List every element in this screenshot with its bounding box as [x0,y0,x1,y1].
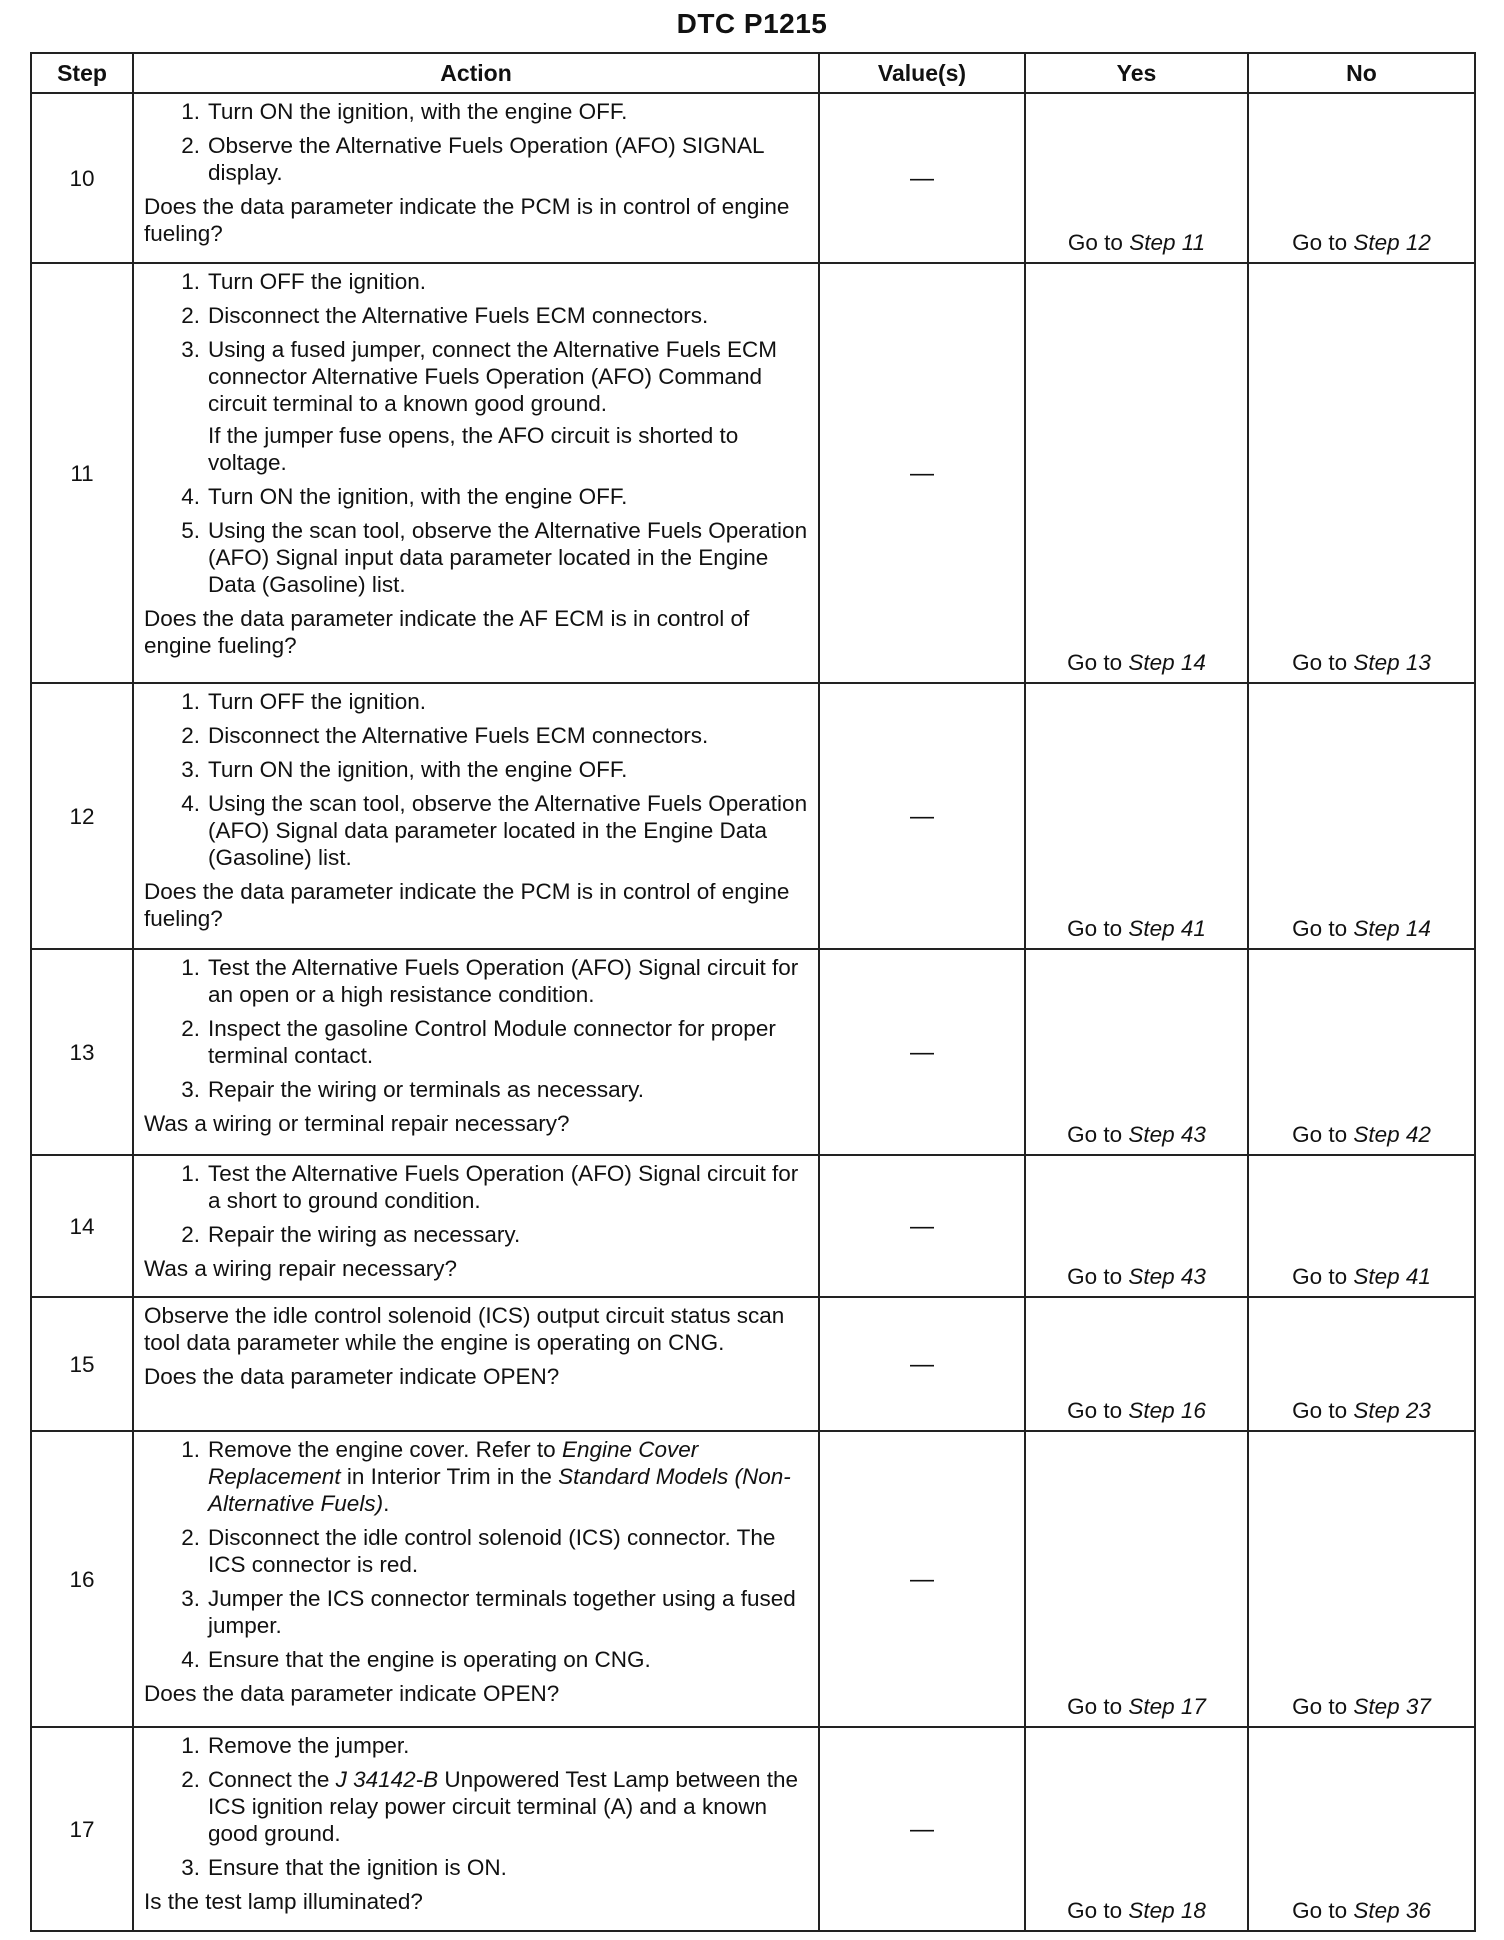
action-item: 3. Repair the wiring or terminals as necessary. [181,1077,645,1102]
action-item: 1. Turn ON the ignition, with the engine OFF. [181,99,628,124]
value-cell: — [819,683,1025,949]
step-number: 15 [31,1297,133,1431]
action-item: 2. Disconnect the Alternative Fuels ECM connectors. [181,303,709,328]
action-question: Is the test lamp illuminated? [144,1889,423,1914]
no-cell: Go to Step 41 [1248,1155,1475,1297]
no-cell: Go to Step 13 [1248,263,1475,683]
table-row [31,1431,1475,1727]
yes-cell: Go to Step 11 [1025,93,1248,263]
action-item: 1. Test the Alternative Fuels Operation (AFO) Signal circuit for a short to ground condition. [181,1161,799,1213]
value-cell: — [819,1431,1025,1727]
action-item: 2. Repair the wiring as necessary. [181,1222,521,1247]
no-cell: Go to Step 23 [1248,1297,1475,1431]
header-values: Value(s) [819,53,1025,93]
no-cell: Go to Step 36 [1248,1727,1475,1931]
action-item: 2. Inspect the gasoline Control Module connector for proper terminal contact. [181,1016,776,1068]
header-row [31,53,1475,93]
action-item: 4. Using the scan tool, observe the Alternative Fuels Operation (AFO) Signal data parameter located in the Engine Data (Gasoline) list. [181,791,808,870]
action-question: Does the data parameter indicate OPEN? [144,1364,560,1389]
action-item: 2. Observe the Alternative Fuels Operation (AFO) SIGNAL display. [181,133,764,185]
table-row [31,263,1475,683]
no-cell: Go to Step 14 [1248,683,1475,949]
action-cell [133,683,819,949]
yes-cell: Go to Step 18 [1025,1727,1248,1931]
action-item: 3. Turn ON the ignition, with the engine OFF. [181,757,628,782]
action-question: Was a wiring repair necessary? [144,1256,458,1281]
action-question: Does the data parameter indicate OPEN? [144,1681,560,1706]
action-question: Was a wiring or terminal repair necessary? [144,1111,570,1136]
yes-cell: Go to Step 17 [1025,1431,1248,1727]
table-row [31,1155,1475,1297]
step-number: 16 [31,1431,133,1727]
yes-cell: Go to Step 14 [1025,263,1248,683]
action-item: 4. Ensure that the engine is operating on CNG. [181,1647,651,1672]
action-item: 4. Turn ON the ignition, with the engine OFF. [181,484,628,509]
action-item: 1. Turn OFF the ignition. [181,689,427,714]
value-cell: — [819,949,1025,1155]
step-number: 12 [31,683,133,949]
action-text: Observe the idle control solenoid (ICS) output circuit status scan tool data parameter while the engine is operating on CNG. [144,1303,785,1355]
value-cell: — [819,1727,1025,1931]
table-row [31,1727,1475,1931]
action-item: 5. Using the scan tool, observe the Alternative Fuels Operation (AFO) Signal input data parameter located in the Engine Data (Gasoline) list. [181,518,808,597]
action-item: 2. Connect the J 34142-B Unpowered Test Lamp between the ICS ignition relay power circuit terminal (A) and a known good ground. [181,1767,798,1846]
value-cell: — [819,1155,1025,1297]
header-yes: Yes [1025,53,1248,93]
action-cell [133,1155,819,1297]
yes-cell: Go to Step 43 [1025,1155,1248,1297]
value-cell: — [819,93,1025,263]
action-question: Does the data parameter indicate the PCM is in control of engine fueling? [144,194,790,246]
action-note: If the jumper fuse opens, the AFO circuit is shorted to voltage. [208,423,739,475]
value-cell: — [819,1297,1025,1431]
step-number: 17 [31,1727,133,1931]
yes-cell: Go to Step 16 [1025,1297,1248,1431]
action-item: 1. Remove the engine cover. Refer to Engine Cover Replacement in Interior Trim in the Standard Models (Non-Alternative Fuels). [181,1437,791,1516]
action-item: 1. Test the Alternative Fuels Operation (AFO) Signal circuit for an open or a high resistance condition. [181,955,799,1007]
table-row [31,93,1475,263]
action-item: 3. Using a fused jumper, connect the Alternative Fuels ECM connector Alternative Fuels Operation (AFO) Command circuit terminal to a known good ground. [181,337,778,416]
action-item: 2. Disconnect the idle control solenoid (ICS) connector. The ICS connector is red. [181,1525,776,1577]
action-question: Does the data parameter indicate the PCM is in control of engine fueling? [144,879,790,931]
yes-cell: Go to Step 41 [1025,683,1248,949]
action-question: Does the data parameter indicate the AF ECM is in control of engine fueling? [144,606,750,658]
action-cell [133,1431,819,1727]
step-number: 14 [31,1155,133,1297]
action-item: 3. Ensure that the ignition is ON. [181,1855,507,1880]
action-item: 1. Remove the jumper. [181,1733,410,1758]
action-item: 3. Jumper the ICS connector terminals together using a fused jumper. [181,1586,796,1638]
step-number: 11 [31,263,133,683]
action-cell [133,949,819,1155]
header-action: Action [133,53,819,93]
action-cell [133,93,819,263]
action-cell [133,1297,819,1431]
header-step: Step [31,53,133,93]
yes-cell: Go to Step 43 [1025,949,1248,1155]
header-no: No [1248,53,1475,93]
no-cell: Go to Step 42 [1248,949,1475,1155]
value-cell: — [819,263,1025,683]
step-number: 10 [31,93,133,263]
table-row [31,949,1475,1155]
step-number: 13 [31,949,133,1155]
table-row [31,683,1475,949]
document-title: DTC P1215 [676,8,828,39]
no-cell: Go to Step 12 [1248,93,1475,263]
no-cell: Go to Step 37 [1248,1431,1475,1727]
table-row [31,1297,1475,1431]
action-item: 2. Disconnect the Alternative Fuels ECM connectors. [181,723,709,748]
action-cell [133,263,819,683]
action-item: 1. Turn OFF the ignition. [181,269,427,294]
action-cell [133,1727,819,1931]
diagnostic-table [30,52,1476,1932]
